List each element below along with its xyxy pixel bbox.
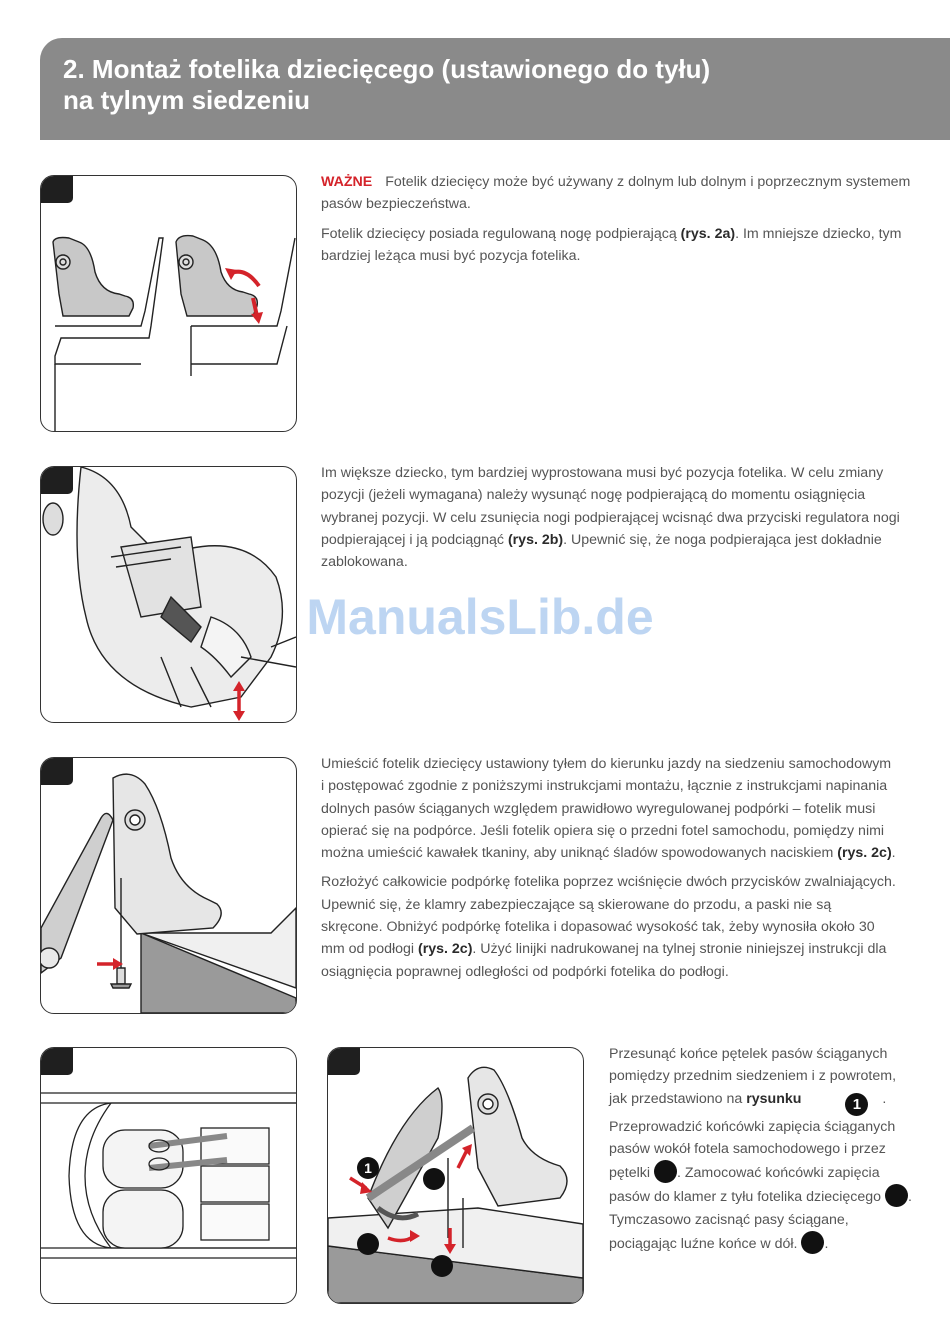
figure-2c-illustration (41, 758, 296, 1013)
step-1-icon: 1 (845, 1093, 868, 1116)
figure-ref: (rys. 2b) (507, 531, 564, 548)
figure-2d (40, 1047, 297, 1304)
step-badge-icon (801, 1231, 824, 1254)
figure-2a (40, 175, 297, 432)
figure-marker-1: 1 (364, 1160, 372, 1176)
figure-2d-illustration (41, 1048, 296, 1303)
figure-2b-illustration (41, 467, 296, 722)
figure-2c (40, 757, 297, 1014)
figure-2a-illustration (41, 176, 296, 431)
figure-ref: (rys. 2c) (837, 845, 892, 862)
section-2a-text: WAŻNE Fotelik dziecięcy może być używany z dolnym lub dolnym i poprzecznym systemem pasów bezpieczeństwa. Fotelik dziecięcy posiada regulowaną nogę podpierającą (rys. 2a). Im mniejsze dziecko, tym bardziej leżąca musi być pozycja fotelika. (321, 174, 911, 264)
figure-2e (327, 1047, 584, 1304)
step-badge-icon (885, 1184, 908, 1207)
important-text: Fotelik dziecięcy może być używany z dolnym lub dolnym i poprzecznym systemem pasów bezpieczeństwa. (321, 174, 911, 213)
figure-ref: rysunku (746, 1090, 802, 1107)
step-badge-icon (654, 1160, 677, 1183)
figure-ref: (rys. 2a) (680, 225, 736, 242)
section-2d-text: Przesunąć końce pętelek pasów ściąganych pomiędzy przednim siedzeniem i z powrotem, jak przedstawiono na rysunku 1 . Przeprowadzić końcówki zapięcia ściąganych pasów wokół fotela samochodowego i przez pętelki . Zamocować końcówki zapięcia pasów do klamer z tyłu fotelika dziecięcego . Tymczasowo zacisnąć pasy ściągane, pociągając luźne końce w dół. . (609, 1046, 912, 1253)
section-header (40, 38, 950, 140)
watermark: ManualsLib.de (306, 589, 654, 645)
page-title: 2. Montaż fotelika dziecięcego (ustawionego do tyłu) na tylnym siedzeniu (63, 54, 711, 115)
section-2c-text: Umieścić fotelik dziecięcy ustawiony tyłem do kierunku jazdy na siedzeniu samochodowym i postępować zgodnie z poniższymi instrukcjami montażu, łącznie z instrukcjami napinania dolnych pasów ściąganych względem prawidłowo wyregulowanej podpórki – fotelik musi opierać się na podpórce. Jeśli fotelik opiera się o przedni fotel samochodu, pomiędzy nimi można umieścić kawałek tkaniny, aby uniknąć śladów spowodowanych naciskiem (rys. 2c). Rozłożyć całkowicie podpórkę fotelika poprzez wciśnięcie dwóch przycisków zwalniających. Upewnić się, że klamry zabezpieczające są skierowane do przodu, a paski nie są skręcone. Obniżyć podpórkę fotelika i dopasować wysokość tak, żeby wynosiła około 30 mm od podłogi (rys. 2c). Użyć linijki nadrukowanej na tylnej stronie niniejszej instrukcji dla osiągnięcia poprawnej odległości od podpórki fotelika do podłogi. (321, 756, 896, 980)
figure-2e-illustration (328, 1048, 583, 1303)
figure-ref: (rys. 2c) (418, 941, 473, 958)
important-label: WAŻNE (321, 174, 373, 190)
section-2b-text: Im większe dziecko, tym bardziej wyprostowana musi być pozycja fotelika. W celu zmiany pozycji (jeżeli wymagana) należy wysunąć nogę podpierającą do momentu osiągnięcia wybranej pozycji. W celu zsunięcia nogi podpierającej wcisnąć dwa przyciski regulatora nogi podpierającej i ją podciągnąć (rys. 2b). Upewnić się, że noga podpierająca jest dokładnie zablokowana. (321, 465, 900, 571)
figure-2b (40, 466, 297, 723)
